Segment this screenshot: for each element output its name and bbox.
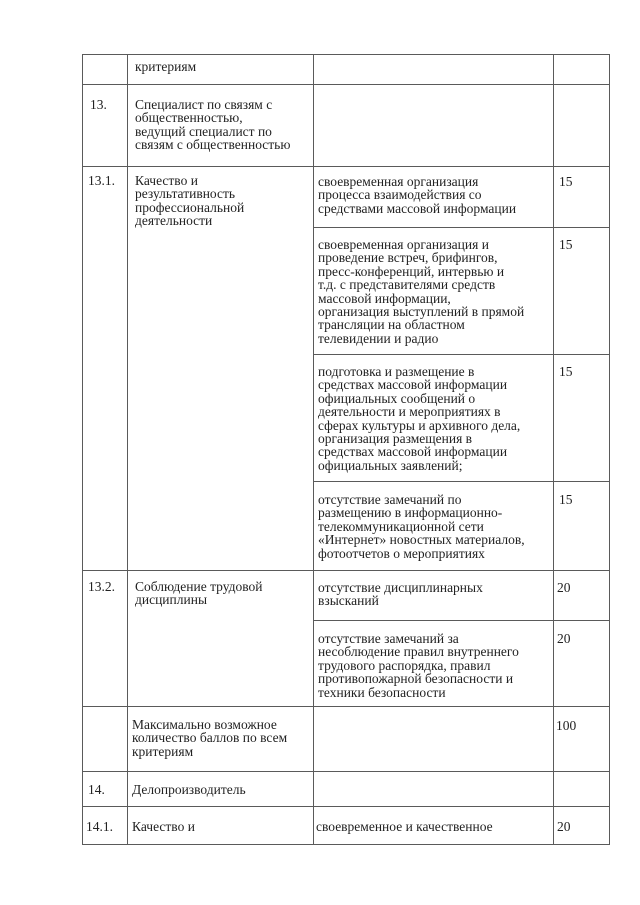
column-divider xyxy=(313,54,314,845)
row-number: 13. xyxy=(90,97,107,112)
row-divider xyxy=(313,620,610,621)
row-divider xyxy=(313,354,610,355)
row-divider xyxy=(313,481,610,482)
column-divider xyxy=(127,54,128,845)
row-divider xyxy=(82,706,610,707)
score-value: 20 xyxy=(557,631,571,646)
row-number: 13.2. xyxy=(88,579,115,594)
score-value: 20 xyxy=(557,819,571,834)
indicator-name: Качество и результативность профессиональной деятельности xyxy=(135,173,245,229)
row-number: 13.1. xyxy=(88,173,115,188)
row-divider xyxy=(82,570,610,571)
row-divider xyxy=(313,227,610,228)
position-title: Специалист по связям с общественностью, ведущий специалист по связям с общественностью xyxy=(135,97,291,153)
criterion-text: своевременная организация процесса взаимодействия со средствами массовой информации xyxy=(318,174,517,216)
criterion-text: своевременное и качественное xyxy=(316,819,493,834)
indicator-name: Качество и xyxy=(132,819,195,834)
row-divider xyxy=(82,84,610,85)
criterion-text: отсутствие замечаний за несоблюдение правил внутреннего трудового распорядка, правил противопожарной безопасности и техники безопасности xyxy=(318,631,519,700)
max-score-value: 100 xyxy=(556,718,577,733)
criterion-text: подготовка и размещение в средствах массовой информации официальных сообщений о деятельности и мероприятиях в сферах культуры и архивного дела, организация размещения в средствах массовой информации официальных заявлений; xyxy=(318,364,521,473)
row-title: критериям xyxy=(135,59,197,74)
row-number: 14. xyxy=(88,782,105,797)
criterion-text: отсутствие дисциплинарных взысканий xyxy=(318,580,483,609)
score-value: 20 xyxy=(557,580,571,595)
indicator-name: Соблюдение трудовой дисциплины xyxy=(135,579,263,608)
score-value: 15 xyxy=(559,492,573,507)
column-divider xyxy=(82,54,83,845)
score-value: 15 xyxy=(559,174,573,189)
score-value: 15 xyxy=(559,237,573,252)
row-divider xyxy=(82,844,610,845)
row-divider xyxy=(82,166,610,167)
row-divider xyxy=(82,806,610,807)
max-score-label: Максимально возможное количество баллов по всем критериям xyxy=(132,717,288,759)
column-divider xyxy=(553,54,554,845)
criterion-text: своевременная организация и проведение встреч, брифингов, пресс-конференций, интервью и т.д. с представителями средств массовой информации, организация выступлений в прямой трансляции на областном телевидении и радио xyxy=(318,237,525,346)
score-value: 15 xyxy=(559,364,573,379)
column-divider xyxy=(609,54,610,845)
row-divider xyxy=(82,54,610,55)
row-number: 14.1. xyxy=(86,819,113,834)
criterion-text: отсутствие замечаний по размещению в информационно- телекоммуникационной сети «Интернет» новостных материалов, фотоотчетов о мероприятиях xyxy=(318,492,525,561)
position-title: Делопроизводитель xyxy=(132,782,246,797)
row-divider xyxy=(82,771,610,772)
